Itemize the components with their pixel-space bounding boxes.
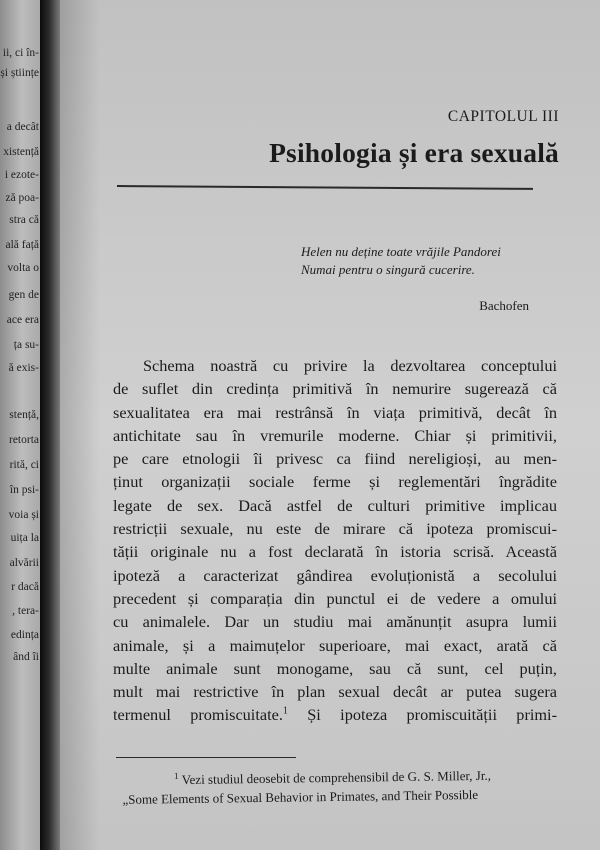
previous-page-text-fragment: ză poa- bbox=[5, 192, 39, 204]
previous-page-text-fragment: ală față bbox=[5, 239, 39, 251]
previous-page-text-fragment: ând îi bbox=[13, 651, 39, 663]
previous-page-text-fragment: volta o bbox=[7, 262, 39, 274]
previous-page-text-fragment: gen de bbox=[8, 289, 39, 301]
body-text bbox=[113, 354, 557, 727]
footnote-number: 1 bbox=[174, 770, 179, 781]
previous-page-text-fragment: alvării bbox=[9, 557, 39, 569]
body-last-line bbox=[113, 703, 557, 726]
body-line: legate de sex. Dacă astfel de culturi primitive implicau bbox=[113, 495, 557, 515]
chapter-title: Psihologia și era sexuală bbox=[269, 137, 559, 168]
body-line: pe care etnologii îi privesc ca fiind nereligioși, au men- bbox=[113, 449, 557, 469]
book-gutter bbox=[40, 0, 60, 850]
body-line: animale, și a maimuțelor superioare, mai exact, arată că bbox=[113, 635, 557, 655]
previous-page-text-fragment: în psi- bbox=[9, 484, 39, 496]
body-line: multe animale sunt monogame, sau că sunt, cel puțin, bbox=[113, 658, 557, 678]
previous-page-text-fragment: stra că bbox=[9, 214, 39, 226]
previous-page-text-fragment: ă exis- bbox=[8, 362, 39, 374]
body-text-segment: termenul promiscuitate. bbox=[113, 705, 283, 725]
previous-page-text-fragment: ace era bbox=[6, 314, 39, 326]
body-line: mult mai restrictive în plan sexual decât ar putea sugera bbox=[113, 682, 557, 702]
epigraph-author: Bachofen bbox=[479, 298, 529, 313]
epigraph-line: Numai pentru o singură cucerire. bbox=[301, 262, 475, 277]
body-line: precedent și comparația din punctul ei de vedere a omului bbox=[113, 588, 557, 608]
previous-page-text-fragment: retorta bbox=[8, 434, 39, 446]
footnote-text: Vezi studiul deosebit de comprehensibil de G. S. Miller, Jr., bbox=[178, 767, 491, 788]
book-page bbox=[60, 0, 600, 850]
body-text-segment: Și ipoteza promiscuității primi- bbox=[287, 705, 558, 725]
body-line: de suflet din credința primitivă în nemurire sugerează că bbox=[113, 379, 557, 399]
previous-page-text-fragment: edința bbox=[10, 629, 39, 641]
body-line: Schema noastră cu privire la dezvoltarea conceptului bbox=[143, 356, 557, 375]
previous-page-text-fragment: , tera- bbox=[12, 605, 39, 617]
previous-page-text-fragment: xistență bbox=[3, 146, 39, 158]
previous-page-text-fragment: r dacă bbox=[11, 581, 39, 593]
footnote-reference[interactable]: 1 bbox=[282, 706, 288, 718]
body-line: tății originale nu a fost declarată în istoria scrisă. Această bbox=[113, 542, 557, 562]
previous-page-text-fragment: i ezote- bbox=[4, 169, 39, 181]
previous-page-text-fragment: ii, ci în- bbox=[2, 47, 39, 59]
previous-page-text-fragment: și științe bbox=[0, 67, 39, 79]
previous-page-text-fragment: rită, ci bbox=[9, 459, 39, 471]
epigraph-line: Helen nu deține toate vrăjile Pandorei bbox=[301, 244, 501, 259]
body-line: sexualitatea era mai restrânsă în viața primitivă, decât în bbox=[113, 402, 557, 422]
body-line: restricții sexuale, nu este de mirare că ipoteza promiscui- bbox=[113, 519, 557, 539]
previous-page-edge bbox=[0, 0, 40, 850]
chapter-label: CAPITOLUL III bbox=[447, 108, 559, 125]
body-line: antichitate sau în vremurile moderne. Chiar și primitivii, bbox=[113, 425, 557, 445]
previous-page-text-fragment: a decât bbox=[6, 121, 39, 133]
footnote-line: „Some Elements of Sexual Behavior in Primates, and Their Possible bbox=[122, 786, 479, 807]
epigraph bbox=[301, 243, 551, 279]
previous-page-text-fragment: uița la bbox=[10, 532, 39, 544]
body-line: ținut organizații sociale ferme și reglementări îngrădite bbox=[113, 472, 557, 492]
previous-page-text-fragment: stență, bbox=[9, 409, 39, 421]
footnote-rule bbox=[116, 757, 296, 758]
previous-page-text-fragment: voia și bbox=[8, 509, 39, 521]
body-line: ipoteză a caracterizat gândirea evoluționistă a secolului bbox=[113, 565, 557, 585]
previous-page-text-fragment: ța su- bbox=[13, 339, 39, 351]
title-rule bbox=[117, 185, 533, 190]
body-line: cu animalele. Dar un studiu mai amănunțit asupra lumii bbox=[113, 612, 557, 632]
footnote bbox=[116, 765, 551, 809]
